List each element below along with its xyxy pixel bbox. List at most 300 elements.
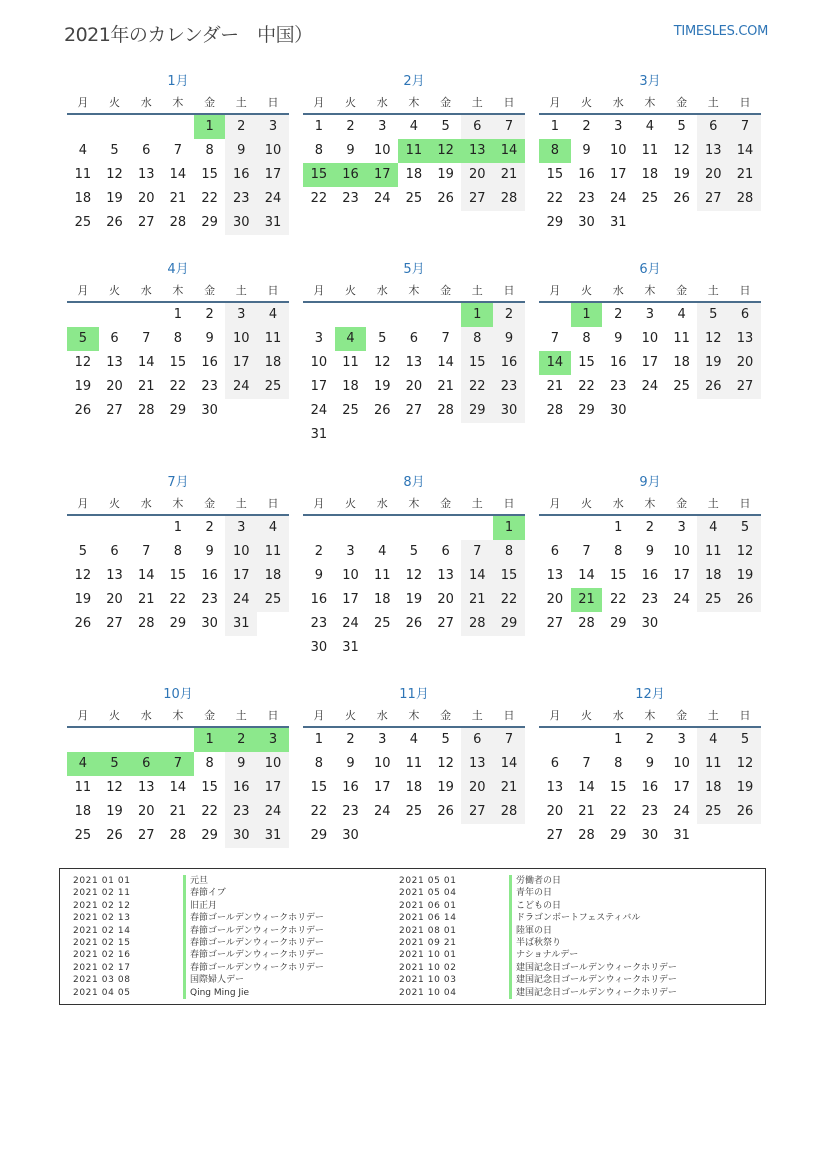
day-cell: 16	[641, 780, 659, 795]
month-block	[539, 261, 761, 423]
holiday-date: 2021 02 15	[73, 937, 131, 948]
holiday-row	[399, 974, 677, 986]
month-block	[303, 261, 525, 447]
day-cell: 24	[673, 592, 690, 607]
day-cell: 5	[441, 732, 450, 747]
day-cell: 10	[373, 143, 391, 158]
day-cell: 28	[169, 215, 187, 230]
day-cell: 17	[225, 564, 257, 588]
day-cell: 28	[169, 828, 187, 843]
day-cell: 31	[310, 427, 328, 442]
day-grid	[303, 115, 525, 211]
day-cell: 23	[225, 800, 257, 824]
holiday-date: 2021 03 08	[73, 975, 131, 986]
weekday-label: 金	[204, 497, 216, 510]
weekday-label: 水	[612, 709, 624, 722]
day-cell: 26	[697, 375, 729, 399]
day-cell: 30	[201, 616, 218, 631]
day-cell: 3	[225, 303, 257, 327]
weekday-label: 日	[267, 709, 279, 722]
holiday-day: 5	[99, 752, 131, 776]
holiday-date: 2021 01 01	[73, 876, 131, 886]
day-cell: 22	[461, 375, 493, 399]
day-cell: 3	[378, 732, 387, 747]
day-cell: 26	[673, 191, 690, 206]
day-cell: 27	[137, 828, 155, 843]
day-cell: 29	[169, 403, 187, 418]
holiday-day: 8	[539, 139, 571, 163]
day-cell: 1	[614, 520, 623, 535]
day-cell: 14	[578, 568, 595, 583]
day-empty	[335, 303, 367, 327]
day-cell: 24	[342, 616, 359, 631]
weekday-label: 月	[77, 709, 89, 722]
weekday-label: 水	[612, 96, 624, 109]
holiday-date: 2021 04 05	[73, 987, 131, 998]
day-cell: 14	[578, 780, 595, 795]
weekday-header	[539, 494, 761, 516]
day-cell: 4	[697, 728, 729, 752]
weekday-label: 火	[345, 497, 357, 510]
day-cell: 10	[609, 143, 627, 158]
day-empty	[461, 516, 493, 540]
day-cell: 5	[78, 544, 87, 559]
weekday-label: 火	[345, 709, 357, 722]
day-cell: 25	[641, 191, 659, 206]
day-cell: 17	[609, 167, 627, 182]
day-cell: 18	[74, 191, 92, 206]
day-cell: 28	[461, 612, 493, 636]
day-cell: 19	[106, 191, 123, 206]
day-cell: 20	[546, 804, 564, 819]
day-cell: 29	[609, 616, 627, 631]
day-cell: 7	[461, 540, 493, 564]
day-cell: 29	[546, 215, 564, 230]
day-cell: 19	[729, 776, 761, 800]
day-cell: 7	[142, 544, 151, 559]
day-cell: 23	[342, 191, 359, 206]
day-cell: 31	[609, 215, 627, 230]
day-cell: 1	[314, 732, 323, 747]
weekday-label: 月	[313, 284, 325, 297]
day-cell: 31	[225, 612, 257, 636]
day-cell: 5	[677, 119, 686, 134]
month-name: 2月	[403, 74, 425, 89]
day-cell: 24	[673, 804, 690, 819]
day-cell: 2	[614, 307, 623, 322]
day-cell: 1	[614, 732, 623, 747]
day-cell: 25	[373, 616, 391, 631]
day-cell: 3	[645, 307, 655, 322]
day-empty	[539, 728, 571, 752]
day-cell: 6	[550, 544, 559, 559]
day-empty	[99, 516, 131, 540]
day-cell: 21	[137, 592, 155, 607]
day-cell: 6	[409, 331, 419, 346]
weekday-header	[303, 494, 525, 516]
day-cell: 22	[578, 379, 595, 394]
day-cell: 25	[405, 191, 423, 206]
weekday-label: 木	[644, 284, 656, 297]
day-cell: 15	[609, 780, 627, 795]
day-cell: 7	[729, 115, 761, 139]
day-cell: 25	[257, 588, 289, 612]
day-cell: 18	[641, 167, 659, 182]
day-empty	[398, 303, 430, 327]
day-cell: 13	[137, 780, 155, 795]
weekday-label: 水	[140, 709, 152, 722]
day-cell: 23	[493, 375, 525, 399]
weekday-label: 火	[581, 497, 593, 510]
day-grid	[539, 303, 761, 423]
holiday-row	[73, 912, 324, 924]
day-cell: 22	[169, 592, 187, 607]
day-cell: 12	[373, 355, 391, 370]
day-cell: 12	[74, 568, 92, 583]
day-cell: 1	[550, 119, 559, 134]
day-cell: 5	[409, 544, 419, 559]
day-empty	[571, 516, 603, 540]
day-cell: 19	[373, 379, 391, 394]
day-cell: 15	[169, 568, 187, 583]
day-cell: 30	[609, 403, 627, 418]
day-cell: 16	[641, 568, 659, 583]
holiday-list-right	[399, 875, 677, 999]
day-cell: 18	[673, 355, 690, 370]
day-cell: 27	[405, 403, 423, 418]
holiday-name: 青年の日	[509, 887, 552, 899]
holiday-day: 14	[493, 139, 525, 163]
holiday-row	[73, 949, 324, 961]
month-name: 9月	[639, 475, 661, 490]
month-name: 6月	[639, 262, 661, 277]
holiday-row	[399, 962, 677, 974]
holiday-row	[399, 925, 677, 937]
day-cell: 26	[74, 616, 92, 631]
holiday-row	[73, 974, 324, 986]
day-cell: 27	[106, 616, 123, 631]
weekday-label: 月	[77, 284, 89, 297]
day-cell: 7	[582, 756, 591, 771]
holiday-row	[399, 900, 677, 912]
day-cell: 9	[205, 331, 214, 346]
day-empty	[539, 303, 571, 327]
holiday-day: 1	[493, 516, 525, 540]
weekday-label: 金	[676, 709, 688, 722]
day-cell: 21	[546, 379, 564, 394]
weekday-label: 火	[109, 709, 121, 722]
weekday-label: 金	[204, 96, 216, 109]
day-cell: 7	[441, 331, 450, 346]
holiday-row	[73, 875, 324, 887]
holiday-day: 1	[194, 115, 226, 139]
day-cell: 28	[137, 616, 155, 631]
holiday-row	[399, 949, 677, 961]
day-cell: 18	[74, 804, 92, 819]
day-cell: 20	[405, 379, 423, 394]
day-cell: 15	[609, 568, 627, 583]
month-name: 7月	[167, 475, 189, 490]
day-empty	[67, 115, 99, 139]
holiday-name: Qing Ming Jie	[183, 987, 249, 999]
day-cell: 1	[314, 119, 323, 134]
day-cell: 19	[74, 592, 92, 607]
holiday-date: 2021 05 04	[399, 888, 457, 899]
weekday-label: 日	[267, 497, 279, 510]
day-cell: 25	[74, 828, 92, 843]
day-cell: 20	[437, 592, 454, 607]
day-cell: 23	[609, 379, 627, 394]
day-cell: 13	[437, 568, 454, 583]
weekday-label: 土	[235, 497, 247, 510]
day-cell: 18	[697, 564, 729, 588]
day-cell: 15	[310, 780, 328, 795]
day-cell: 30	[225, 211, 257, 235]
day-cell: 26	[729, 800, 761, 824]
day-cell: 4	[409, 119, 419, 134]
holiday-day: 17	[366, 163, 398, 187]
day-cell: 19	[437, 167, 454, 182]
month-block	[539, 686, 761, 848]
day-cell: 10	[641, 331, 659, 346]
day-empty	[99, 115, 131, 139]
day-cell: 30	[493, 399, 525, 423]
day-cell: 11	[74, 167, 92, 182]
day-cell: 21	[729, 163, 761, 187]
day-cell: 25	[342, 403, 359, 418]
day-cell: 30	[578, 215, 595, 230]
holiday-row	[73, 937, 324, 949]
weekday-label: 月	[549, 96, 561, 109]
day-cell: 14	[137, 355, 155, 370]
weekday-label: 土	[707, 709, 719, 722]
day-cell: 2	[645, 732, 655, 747]
day-cell: 28	[578, 616, 595, 631]
day-cell: 28	[437, 403, 454, 418]
day-cell: 27	[546, 616, 564, 631]
day-cell: 24	[225, 588, 257, 612]
day-cell: 13	[106, 355, 123, 370]
day-cell: 23	[201, 592, 218, 607]
holiday-name: ドラゴンボートフェスティバル	[509, 912, 640, 924]
day-cell: 2	[205, 520, 214, 535]
month-block	[539, 73, 761, 235]
day-cell: 21	[578, 804, 595, 819]
weekday-label: 木	[408, 96, 420, 109]
day-empty	[366, 303, 398, 327]
day-cell: 6	[110, 331, 119, 346]
weekday-label: 金	[440, 497, 452, 510]
day-empty	[130, 303, 162, 327]
weekday-label: 水	[140, 497, 152, 510]
weekday-label: 木	[408, 497, 420, 510]
page-title: 2021年のカレンダー 中国）	[64, 24, 313, 46]
day-cell: 3	[614, 119, 623, 134]
day-cell: 27	[137, 215, 155, 230]
day-cell: 18	[405, 780, 423, 795]
weekday-label: 金	[440, 284, 452, 297]
day-cell: 22	[609, 592, 627, 607]
day-cell: 9	[645, 756, 655, 771]
day-cell: 4	[409, 732, 419, 747]
day-cell: 26	[729, 588, 761, 612]
day-cell: 5	[441, 119, 450, 134]
day-cell: 12	[405, 568, 423, 583]
holiday-name: こどもの日	[509, 900, 561, 912]
day-grid	[303, 728, 525, 848]
holiday-row	[399, 912, 677, 924]
day-cell: 25	[697, 588, 729, 612]
holiday-name: 労働者の日	[509, 875, 561, 887]
day-grid	[539, 516, 761, 636]
month-name: 10月	[163, 687, 193, 702]
day-cell: 16	[493, 351, 525, 375]
weekday-label: 水	[376, 497, 388, 510]
weekday-label: 水	[376, 96, 388, 109]
day-cell: 6	[110, 544, 119, 559]
day-cell: 22	[546, 191, 564, 206]
day-cell: 8	[314, 756, 323, 771]
day-cell: 29	[201, 828, 218, 843]
weekday-label: 木	[172, 709, 184, 722]
day-cell: 18	[342, 379, 359, 394]
day-cell: 27	[437, 616, 454, 631]
day-grid	[67, 728, 289, 848]
day-cell: 27	[106, 403, 123, 418]
day-cell: 5	[729, 728, 761, 752]
day-cell: 30	[201, 403, 218, 418]
day-cell: 29	[578, 403, 595, 418]
weekday-label: 水	[140, 96, 152, 109]
day-cell: 28	[493, 800, 525, 824]
day-cell: 14	[493, 752, 525, 776]
month-block	[67, 686, 289, 848]
day-cell: 9	[582, 143, 591, 158]
weekday-label: 土	[235, 709, 247, 722]
month-block	[303, 686, 525, 848]
site-link[interactable]: TIMESLES.COM	[673, 24, 768, 39]
weekday-label: 金	[676, 284, 688, 297]
holiday-date: 2021 10 01	[399, 950, 457, 961]
month-name: 3月	[639, 74, 661, 89]
weekday-label: 月	[549, 497, 561, 510]
day-cell: 13	[461, 752, 493, 776]
day-cell: 17	[673, 568, 690, 583]
day-cell: 10	[673, 756, 690, 771]
holiday-name: 旧正月	[183, 900, 217, 912]
holiday-day: 3	[257, 728, 289, 752]
day-cell: 24	[257, 800, 289, 824]
day-cell: 21	[493, 163, 525, 187]
day-cell: 3	[225, 516, 257, 540]
day-cell: 6	[697, 115, 729, 139]
day-cell: 9	[614, 331, 623, 346]
weekday-label: 土	[235, 284, 247, 297]
weekday-label: 月	[549, 284, 561, 297]
day-cell: 6	[461, 728, 493, 752]
day-cell: 2	[225, 115, 257, 139]
day-cell: 29	[609, 828, 627, 843]
weekday-label: 月	[313, 709, 325, 722]
day-cell: 5	[697, 303, 729, 327]
day-cell: 18	[373, 592, 391, 607]
day-cell: 27	[697, 187, 729, 211]
day-cell: 20	[461, 776, 493, 800]
day-cell: 5	[729, 516, 761, 540]
day-cell: 12	[106, 780, 123, 795]
day-empty	[430, 303, 462, 327]
weekday-label: 金	[676, 497, 688, 510]
day-cell: 4	[257, 516, 289, 540]
day-cell: 10	[373, 756, 391, 771]
weekday-label: 水	[612, 284, 624, 297]
holiday-date: 2021 10 03	[399, 975, 457, 986]
day-cell: 15	[201, 167, 218, 182]
day-cell: 30	[641, 616, 659, 631]
weekday-label: 火	[345, 284, 357, 297]
day-cell: 27	[729, 375, 761, 399]
day-cell: 8	[173, 331, 183, 346]
day-cell: 11	[697, 540, 729, 564]
day-cell: 16	[201, 568, 218, 583]
month-name: 12月	[635, 687, 665, 702]
day-cell: 25	[697, 800, 729, 824]
day-cell: 17	[342, 592, 359, 607]
day-cell: 28	[137, 403, 155, 418]
day-grid	[303, 516, 525, 660]
day-cell: 25	[74, 215, 92, 230]
day-cell: 6	[441, 544, 450, 559]
day-cell: 8	[461, 327, 493, 351]
day-cell: 19	[729, 564, 761, 588]
day-cell: 21	[169, 804, 187, 819]
day-cell: 9	[645, 544, 655, 559]
month-block	[67, 474, 289, 636]
holiday-date: 2021 02 14	[73, 925, 131, 936]
day-cell: 24	[373, 804, 391, 819]
holiday-name: 春節ゴールデンウィークホリデー	[183, 962, 324, 974]
holiday-name: 春節イブ	[183, 887, 226, 899]
day-cell: 9	[346, 756, 355, 771]
day-cell: 21	[169, 191, 187, 206]
day-empty	[398, 516, 430, 540]
day-cell: 7	[493, 115, 525, 139]
month-block	[67, 73, 289, 235]
day-cell: 8	[205, 143, 214, 158]
day-cell: 12	[673, 143, 690, 158]
day-cell: 28	[546, 403, 564, 418]
day-cell: 14	[137, 568, 155, 583]
weekday-label: 土	[235, 96, 247, 109]
day-cell: 11	[342, 355, 359, 370]
holiday-row	[399, 937, 677, 949]
day-cell: 3	[677, 732, 686, 747]
weekday-label: 日	[739, 96, 751, 109]
day-empty	[303, 303, 335, 327]
day-cell: 15	[461, 351, 493, 375]
weekday-header	[303, 93, 525, 115]
day-cell: 19	[673, 167, 690, 182]
holiday-day: 1	[461, 303, 493, 327]
weekday-label: 日	[503, 497, 515, 510]
day-cell: 6	[142, 143, 151, 158]
day-cell: 7	[550, 331, 559, 346]
day-cell: 18	[257, 564, 289, 588]
day-cell: 22	[169, 379, 187, 394]
weekday-label: 土	[707, 497, 719, 510]
day-cell: 3	[314, 331, 323, 346]
holiday-name: 春節ゴールデンウィークホリデー	[183, 925, 324, 937]
